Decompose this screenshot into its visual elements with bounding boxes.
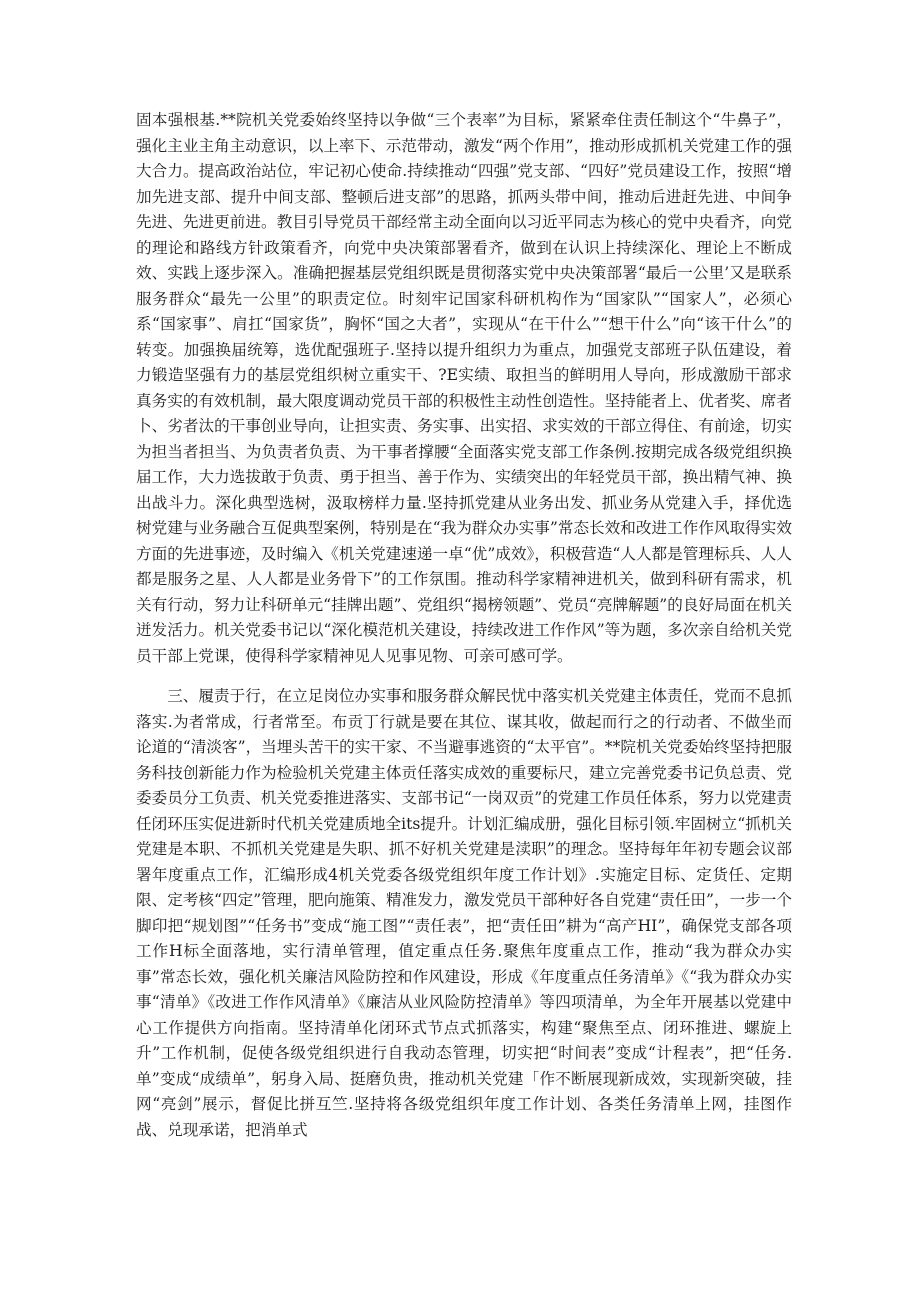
- body-paragraph-1: 固本强根基.**院机关党委始终坚持以争做“三个表率”为目标，紧紧牵住责任制这个“牛鼻子”，强化主业主角主动意识，以上率下、示范带动，激发“两个作用”，推动形成抓机关党建工作的强大合力。提高政治站位，牢记初心使命.持续推动“四强”党支部、“四好”党员建设工作，按照“增加先进支部、提升中间支部、整顿后进支部”的思路，抓两头带中间，推动后进赶先进、中间争先进、先进更前进。教目引导党员干部经常主动全面向以习近平同志为核心的党中央看齐，向党的理论和路线方针政策看齐，向党中央决策部署看齐，做到在认识上持续深化、理论上不断成效、实践上逐步深入。准确把握基层党组织既是贯彻落实党中央决策部署“最后一公里’又是联系服务群众“最先一公里”的职责定位。时刻牢记国家科研机构作为“国家队”“国家人”，必须心系“国家事”、肩扛“国家货”，胸怀“国之大者”，实现从“在干什么”“想干什么”向“该干什么”的转变。加强换届统筹，选优配强班子.坚持以提升组织力为重点，加强党支部班子队伍建设，着力锻造坚强有力的基层党组织树立重实干、?E实绩、取担当的鲜明用人导向，形成激励干部求真务实的有效机制，最大限度调动党员干部的积极性主动性创造性。坚持能者上、优者奖、席者卜、劣者汰的干事创业导向，让担实责、务实事、出实招、求实效的干部立得住、有前途，切实为担当者担当、为负责者负责、为干事者撑腰“全面落实党支部工作条例.按期完成各级党组织换届工作，大力选拔敢于负责、勇于担当、善于作为、实绩突出的年轻党员干部，换出精气神、换出战斗力。深化典型选树，汲取榜样力量.坚持抓党建从业务出发、抓业务从党建入手，择优选树党建与业务融合互促典型案例，特别是在“我为群众办实事”常态长效和改进工作作风取得实效方面的先进事迹，及时编入《机关党建速递一卓“优”成效》，积极营造“人人都是管理标兵、人人都是服务之星、人人都是业务骨下”的工作氛围。推动科学家精神进机关，做到科研有需求，机关有行动，努力让科研单元“挂牌出题”、党组织“揭榜领题”、党员“亮牌解题”的良好局面在机关迸发活力。机关党委书记以“深化模范机关建设，持续改进工作作风”等为题，多次亲自给机关党员干部上党课，使得科学家精神见人见事见物、可亲可感可学。: [136, 111, 792, 665]
- body-paragraph-2: 三、履责于行，在立足岗位办实事和服务群众解民忧中落实机关党建主体责任，党而不息抓落实.为者常成，行者常至。布贡丁行就是要在其位、谋其收，做起而行之的行动者、不做坐而论道的“清淡客”，当埋头苦干的实干家、不当避事逃资的“太平官”。**院机关党委始终坚持把服务科技创新能力作为检验机关党建主体贡任落实成效的重要标尺，建立完善党委书记负总责、党委委员分工负责、机关党委推进落实、支部书记“一岗双贡”的党建工作员任体系，努力以党建责任闭环压实促进新时代机关党建质地全its提升。计划汇编成册，强化目标引领.牢固树立“抓机关党建是本职、不抓机关党建是失职、抓不好机关党建是渎职”的理念。坚持每年年初专题会议部署年度重点工作，汇编形成4机关党委各级党组织年度工作计划》.实施定目标、定货任、定期限、定考核“四定”管理，肥向施策、精准发力，激发党员干部种好各自党建“责任田”，一步一个脚印把“规划图”“任务书”变成“施工图”“责任表”，把“责任田”耕为“高产HI”，确保党支部各项工作H标全面落地，实行清单管理，值定重点任务.聚焦年度重点工作，推动“我为群众办实事”常态长效，强化机关廉洁风险防控和作风建设，形成《年度重点任务清单》《“我为群众办实事“清单》《改进工作作风清单》《廉洁从业风险防控清单》等四项清单，为全年开展基以党建中心工作提供方向指南。坚持清单化闭环式节点式抓落实，构建“聚焦至点、闭环推进、螺旋上升”工作机制，促使各级党组织进行自我动态管理，切实把“时间表”变成“计程表”，把“任务.单”变成“成绩单”，躬身入局、挺磨负贵，推动机关党建「作不断展现新成效，实现新突破，挂网“亮剑”展示，督促比拼互竺.坚持将各级党组织年度工作计划、各类任务清单上网，挂图作战、兑现承诺，把消单式: [136, 687, 792, 1139]
- document-page: [136, 108, 792, 1143]
